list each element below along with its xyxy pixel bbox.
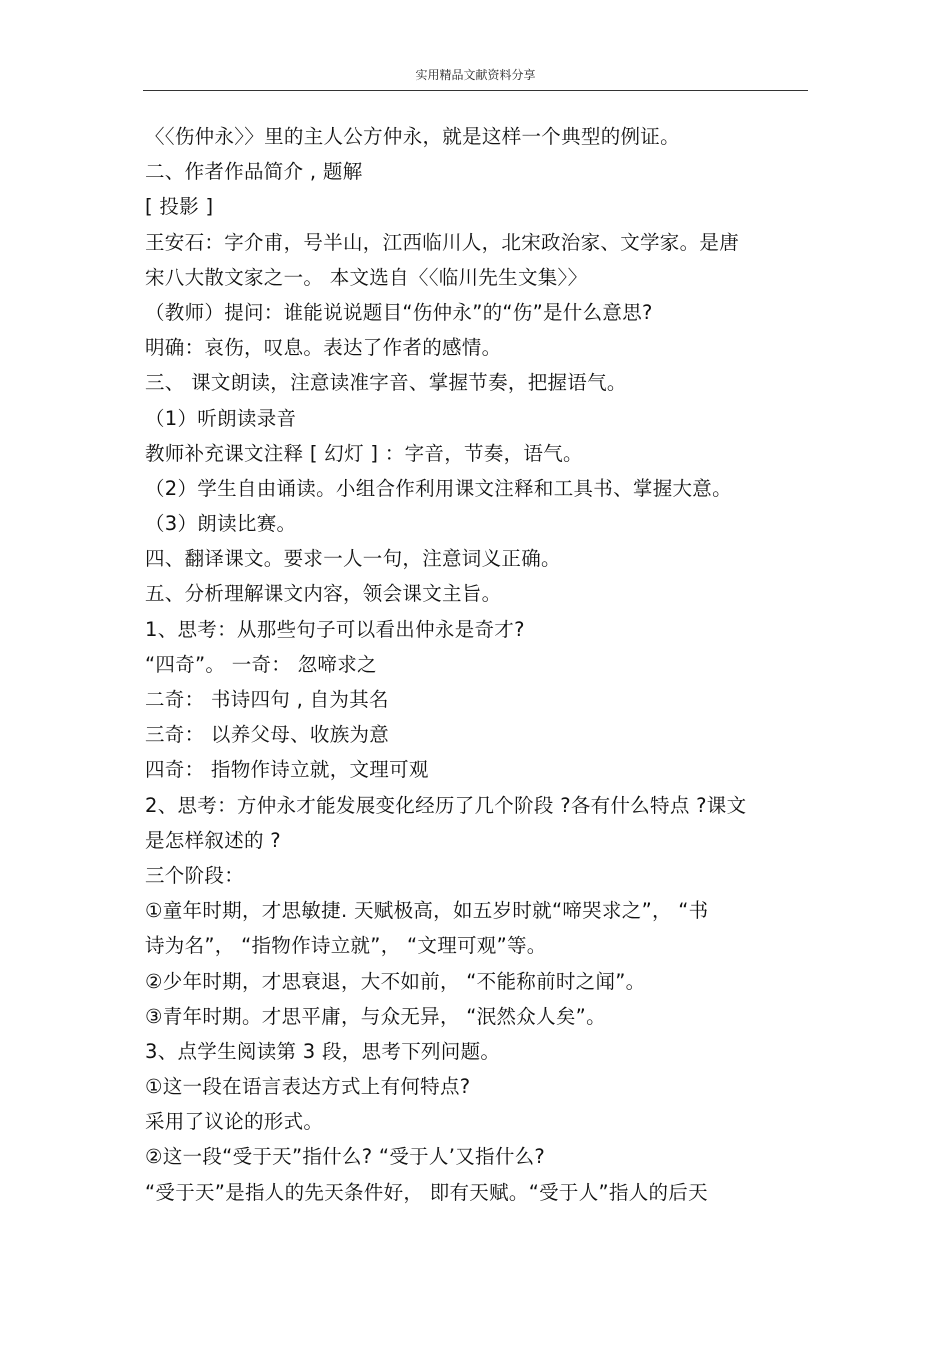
text-line: 三奇： 以养父母、收族为意 xyxy=(145,723,390,747)
text-line: 教师补充课文注释 [ 幻灯 ] ：字音，节奏，语气。 xyxy=(145,441,583,465)
text-line: “四奇”。 一奇： 忽啼求之 xyxy=(145,652,377,676)
text-line: 1、思考：从那些句子可以看出仲永是奇才? xyxy=(145,617,525,641)
text-line: 宋八大散文家之一。 本文选自〈〈临川先生文集〉〉 xyxy=(145,265,588,289)
section-heading: 四、翻译课文。要求一人一句，注意词义正确。 xyxy=(145,547,561,571)
text-line: [ 投影 ] xyxy=(145,195,214,219)
text-line: “受于天”是指人的先天条件好， 即有天赋。“受于人”指人的后天 xyxy=(145,1180,708,1204)
text-line: （1）听朗读录音 xyxy=(145,406,297,430)
text-line: （3）朗读比赛。 xyxy=(145,512,297,536)
text-line: （教师）提问：谁能说说题目“伤仲永”的“伤”是什么意思? xyxy=(145,300,653,324)
text-line: 四奇： 指物作诗立就，文理可观 xyxy=(145,758,429,782)
text-line: 3、点学生阅读第 3 段，思考下列问题。 xyxy=(145,1039,501,1063)
text-line: ①这一段在语言表达方式上有何特点? xyxy=(145,1075,471,1099)
text-line: 三个阶段： xyxy=(145,863,245,887)
section-heading: 二、作者作品简介 , 题解 xyxy=(145,160,363,184)
section-heading: 三、 课文朗读，注意读准字音、掌握节奏，把握语气。 xyxy=(145,371,627,395)
text-line: ③青年时期。才思平庸，与众无异， “泯然众人矣”。 xyxy=(145,1004,606,1028)
text-line: 王安石：字介甫，号半山，江西临川人，北宋政治家、文学家。是唐 xyxy=(145,230,740,254)
text-line: 采用了议论的形式。 xyxy=(145,1110,324,1134)
text-line: 2、思考：方仲永才能发展变化经历了几个阶段 ?各有什么特点 ?课文 xyxy=(145,793,747,817)
text-line: 明确：哀伤，叹息。表达了作者的感情。 xyxy=(145,336,502,360)
text-line: （2）学生自由诵读。小组合作利用课文注释和工具书、掌握大意。 xyxy=(145,476,732,500)
page-header: 实用精品文献资料分享 xyxy=(415,68,536,82)
section-heading: 五、分析理解课文内容，领会课文主旨。 xyxy=(145,582,502,606)
text-line: ②少年时期，才思衰退，大不如前， “不能称前时之闻”。 xyxy=(145,969,646,993)
header-divider xyxy=(143,90,808,91)
text-line: 〈〈伤仲永〉〉里的主人公方仲永，就是这样一个典型的例证。 xyxy=(145,125,680,148)
text-line: 二奇： 书诗四句 , 自为其名 xyxy=(145,688,389,711)
text-line: ②这一段“受于天”指什么? “受于人’又指什么? xyxy=(145,1145,546,1169)
document-body xyxy=(145,119,810,1210)
text-line: ①童年时期，才思敏捷. 天赋极高，如五岁时就“啼哭求之”， “书 xyxy=(145,899,709,923)
text-line: 诗为名”， “指物作诗立就”， “文理可观”等。 xyxy=(145,934,547,958)
text-line: 是怎样叙述的 ? xyxy=(145,828,281,852)
